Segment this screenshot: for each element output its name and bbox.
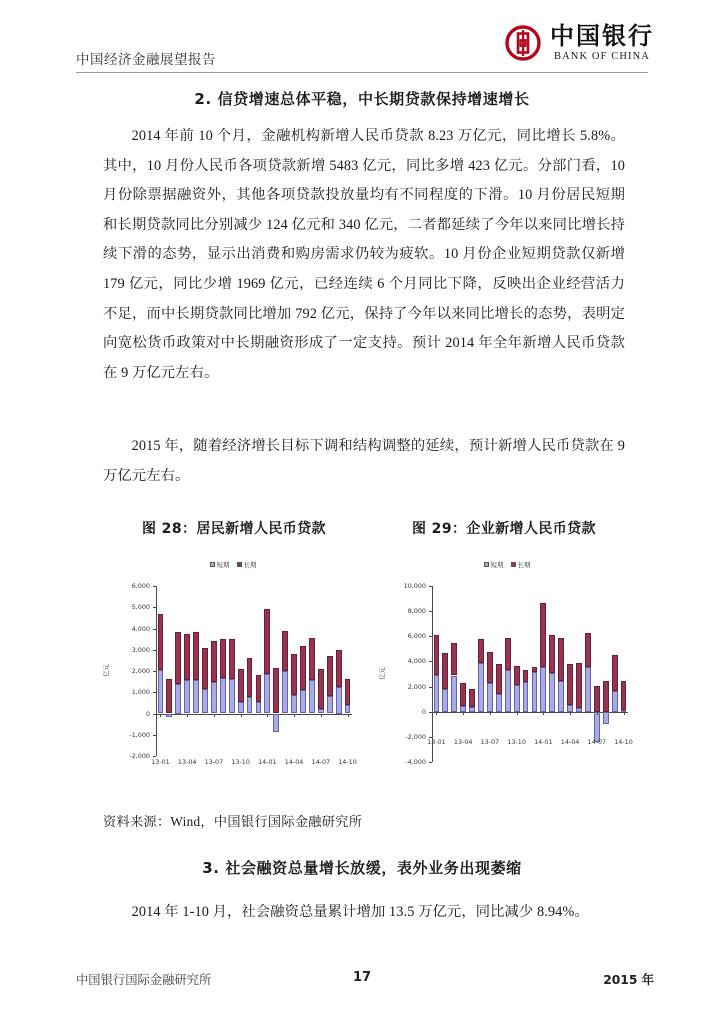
bar-segment-short-term (273, 714, 279, 733)
legend-label: 长期 (517, 561, 531, 569)
x-axis-tick-label: 13-07 (204, 758, 224, 766)
bar-segment-long-term (336, 650, 342, 687)
bar-segment-long-term (469, 689, 475, 707)
x-axis-tick-label: 13-01 (151, 758, 170, 766)
bar-segment-short-term (540, 667, 546, 712)
bar-segment-short-term (193, 680, 199, 713)
y-axis-tick-label: 10,000 (403, 582, 426, 590)
bar-segment-long-term (282, 631, 288, 672)
y-axis-tick-label: 4,000 (131, 624, 150, 633)
report-title: 中国经济金融展望报告 (76, 52, 216, 67)
bar-segment-short-term (469, 707, 475, 712)
bar-segment-long-term (523, 670, 529, 682)
figure-28-chart (104, 560, 362, 788)
bar-segment-long-term (576, 663, 582, 707)
bar-segment-long-term (621, 681, 627, 710)
y-axis-tick (429, 712, 432, 713)
y-axis-tick (429, 762, 432, 763)
bar-segment-short-term (309, 680, 315, 713)
bar-segment-short-term (345, 705, 351, 713)
figure-29-chart (376, 560, 638, 788)
x-axis-tick (543, 712, 544, 715)
source-note: 资料来源：Wind，中国银行国际金融研究所 (103, 814, 363, 829)
bar-segment-short-term (238, 702, 244, 713)
bar-segment-long-term (256, 675, 262, 701)
bar-segment-short-term (505, 670, 511, 711)
bar-segment-long-term (487, 652, 493, 683)
footer-page-number: 17 (352, 970, 372, 985)
x-axis-tick (597, 712, 598, 715)
x-axis-tick (570, 712, 571, 715)
y-axis-tick (153, 629, 156, 630)
bar-segment-long-term (478, 639, 484, 663)
x-axis-tick (490, 712, 491, 715)
x-axis-tick (160, 714, 161, 717)
x-axis-tick-label: 14-04 (284, 758, 304, 766)
legend-swatch-icon (511, 562, 516, 567)
y-axis-tick-label: 0 (145, 709, 150, 718)
y-axis-tick (429, 636, 432, 637)
plot-area (103, 582, 357, 766)
footer-institute: 中国银行国际金融研究所 (76, 973, 212, 987)
y-axis-tick-label: -1,000 (129, 730, 150, 739)
bar-segment-short-term (158, 670, 164, 714)
y-axis-tick (429, 687, 432, 688)
bar-segment-long-term (184, 634, 190, 680)
y-axis-tick-label: 4,000 (407, 657, 426, 666)
bar-segment-short-term (202, 689, 208, 713)
bar-segment-short-term (434, 675, 440, 711)
bar-segment-short-term (496, 694, 502, 712)
bar-segment-short-term (184, 680, 190, 713)
bar-segment-short-term (336, 687, 342, 714)
x-axis-tick-label: 13-07 (480, 738, 500, 746)
bar-segment-long-term (291, 654, 297, 695)
bar-segment-long-term (318, 669, 324, 709)
chart-legend (104, 560, 362, 569)
bar-segment-long-term (175, 632, 181, 684)
bar-segment-short-term (282, 671, 288, 713)
bar-segment-long-term (220, 639, 226, 678)
bar-segment-long-term (166, 679, 172, 713)
y-axis-tick-label: -2,000 (405, 732, 426, 741)
legend-label: 短期 (490, 561, 504, 569)
bar-segment-long-term (540, 603, 546, 667)
bar-segment-short-term (291, 695, 297, 714)
y-axis-tick (429, 586, 432, 587)
section-heading-3: 3. 社会融资总量增长放缓，表外业务出现萎缩 (202, 859, 522, 877)
boc-name-en: BANK OF CHINA (554, 51, 650, 63)
bar-segment-short-term (514, 685, 520, 711)
bar-segment-short-term (523, 682, 529, 712)
y-axis-tick-label: 5,000 (131, 603, 150, 612)
bar-segment-long-term (193, 632, 199, 681)
y-axis-tick (153, 692, 156, 693)
x-axis-tick-label: 14-01 (258, 758, 277, 766)
bar-segment-long-term (585, 633, 591, 667)
bar-segment-short-term (558, 681, 564, 712)
x-axis-tick-label: 13-10 (507, 738, 526, 746)
bar-segment-long-term (451, 643, 457, 675)
boc-name-cn: 中国银行 (550, 22, 654, 50)
legend-swatch-icon (484, 562, 489, 567)
bar-segment-short-term (478, 663, 484, 712)
x-axis-tick (463, 712, 464, 715)
section-heading-2: 2. 信贷增速总体平稳，中长期贷款保持增速增长 (194, 90, 530, 108)
bar-segment-long-term (603, 681, 609, 712)
bar-segment-short-term (451, 676, 457, 712)
bar-segment-long-term (229, 639, 235, 679)
legend-item-long-term[interactable] (511, 560, 531, 569)
bar-segment-long-term (567, 664, 573, 705)
x-axis-tick (321, 714, 322, 717)
bar-segment-long-term (442, 653, 448, 689)
bar-segment-long-term (612, 655, 618, 692)
legend-item-long-term[interactable] (237, 560, 257, 569)
legend-label: 长期 (243, 561, 257, 569)
y-axis-tick (153, 671, 156, 672)
bar-segment-short-term (576, 708, 582, 712)
paragraph-social-financing: 2014 年 1-10 月，社会融资总量累计增加 13.5 万亿元，同比减少 8.94%。 (131, 904, 589, 920)
bar-segment-short-term (532, 672, 538, 711)
y-axis-tick (153, 650, 156, 651)
bar-segment-short-term (300, 690, 306, 713)
bar-segment-short-term (327, 696, 333, 714)
y-axis-tick-label: 6,000 (131, 582, 150, 590)
y-axis-tick (153, 756, 156, 757)
bar-segment-long-term (300, 646, 306, 690)
y-axis-tick (153, 735, 156, 736)
y-axis-title: 亿元 (379, 667, 387, 680)
x-axis-tick-label: 13-01 (427, 738, 446, 746)
bar-segment-long-term (202, 648, 208, 689)
plot-area (379, 582, 633, 766)
bar-segment-short-term (442, 689, 448, 711)
bar-segment-short-term (549, 673, 555, 712)
y-axis-tick-label: 6,000 (407, 632, 426, 641)
x-axis-tick-label: 13-04 (177, 758, 197, 766)
paragraph-credit-growth: 2014 年前 10 个月，金融机构新增人民币贷款 8.23 万亿元，同比增长 5.8%。其中，10 月份人民币各项贷款新增 5483 亿元，同比多增 423 亿元。分部门看，10 月份除票据融资外，其他各项贷款投放量均有不同程度的下滑。10 月份居民短期和长期贷款同比分别减少 124 亿元和 340 亿元，二者都延续了今年以来同比增长持续下滑的态势，显示出消费和购房需求仍较为疲软。10 月份企业短期贷款仅新增 179 亿元，同比少增 1969 亿元，已经连续 6 个月同比下降，反映出企业经营活力不足，而中长期贷款同比增加 792 亿元，保持了今年以来同比增长的态势，表明定向宽松货币政策对中长期融资形成了一定支持。预计 2014 年全年新增人民币贷款在 9 万亿元左右。 (103, 128, 625, 381)
bar-segment-long-term (211, 641, 217, 682)
x-axis-tick (294, 714, 295, 717)
figure-29-title: 图 29：企业新增人民币贷款 (412, 521, 596, 537)
bar-segment-short-term (612, 691, 618, 711)
page-footer (0, 950, 724, 1024)
chart-legend (376, 560, 638, 569)
y-axis-tick (153, 607, 156, 608)
bar-segment-long-term (505, 638, 511, 670)
y-axis-tick (429, 661, 432, 662)
x-axis-tick-label: 14-10 (614, 738, 633, 746)
bar-segment-short-term (256, 702, 262, 714)
y-axis-tick-label: 1,000 (131, 688, 150, 697)
header-divider (76, 72, 648, 73)
legend-item-short-term[interactable] (210, 560, 230, 569)
bar-segment-short-term (175, 684, 181, 714)
x-axis-tick (517, 712, 518, 715)
bar-segment-long-term (514, 666, 520, 685)
y-axis-tick (153, 586, 156, 587)
bar-segment-long-term (496, 664, 502, 694)
y-axis-tick-label: -4,000 (405, 758, 426, 766)
boc-wordmark (550, 24, 654, 62)
y-axis-tick (429, 611, 432, 612)
bank-of-china-logo (505, 24, 654, 62)
bar-segment-short-term (220, 678, 226, 713)
x-axis-tick (187, 714, 188, 717)
x-axis-tick (241, 714, 242, 717)
bar-segment-short-term (585, 667, 591, 712)
y-axis-tick-label: -2,000 (129, 752, 150, 760)
bar-segment-long-term (247, 658, 253, 698)
y-axis-tick-label: 2,000 (407, 682, 426, 691)
bar-segment-short-term (211, 682, 217, 713)
x-axis-tick (624, 712, 625, 715)
legend-swatch-icon (210, 562, 215, 567)
bar-segment-long-term (309, 638, 315, 681)
x-axis-tick (267, 714, 268, 717)
footer-year: 2015 年 (603, 973, 654, 987)
bar-segment-short-term (229, 679, 235, 714)
x-axis-tick-label: 14-04 (560, 738, 580, 746)
bar-segment-short-term (603, 712, 609, 725)
legend-swatch-icon (237, 562, 242, 567)
x-axis-tick-label: 14-10 (338, 758, 357, 766)
x-axis-tick (214, 714, 215, 717)
boc-coin-mark-icon (505, 25, 541, 61)
x-axis-tick-label: 13-04 (453, 738, 473, 746)
legend-item-short-term[interactable] (484, 560, 504, 569)
bar-segment-long-term (264, 609, 270, 675)
bar-segment-long-term (158, 614, 164, 670)
bar-segment-long-term (558, 638, 564, 681)
legend-label: 短期 (216, 561, 230, 569)
bar-segment-short-term (264, 674, 270, 713)
y-axis-tick (153, 714, 156, 715)
x-axis-tick-label: 14-07 (311, 758, 331, 766)
paragraph-2015-forecast: 2015 年，随着经济增长目标下调和结构调整的延续，预计新增人民币贷款在 9 万亿元左右。 (103, 438, 625, 484)
bar-segment-short-term (487, 683, 493, 711)
bar-segment-long-term (345, 679, 351, 706)
x-axis-tick-label: 14-07 (587, 738, 607, 746)
bar-segment-long-term (594, 686, 600, 712)
y-axis-tick-label: 2,000 (131, 667, 150, 675)
x-axis-tick (348, 714, 349, 717)
figure-28-title: 图 28：居民新增人民币贷款 (142, 521, 326, 537)
x-axis-line (156, 714, 352, 715)
bar-segment-long-term (273, 668, 279, 713)
bar-segment-long-term (238, 669, 244, 702)
bar-segment-long-term (327, 656, 333, 696)
y-axis-tick-label: 8,000 (407, 607, 426, 616)
bar-segment-short-term (166, 714, 172, 718)
x-axis-tick (436, 712, 437, 715)
bar-segment-long-term (549, 635, 555, 672)
bar-segment-short-term (247, 697, 253, 713)
y-axis-tick-label: 3,000 (131, 645, 150, 654)
x-axis-tick-label: 13-10 (231, 758, 250, 766)
page-header (0, 0, 724, 82)
bar-segment-long-term (434, 635, 440, 675)
y-axis-title: 亿元 (103, 664, 111, 677)
bar-segment-long-term (532, 667, 538, 673)
y-axis-tick-label: 0 (421, 707, 426, 716)
x-axis-tick-label: 14-01 (534, 738, 553, 746)
bar-segment-short-term (567, 705, 573, 712)
bar-segment-long-term (460, 683, 466, 706)
